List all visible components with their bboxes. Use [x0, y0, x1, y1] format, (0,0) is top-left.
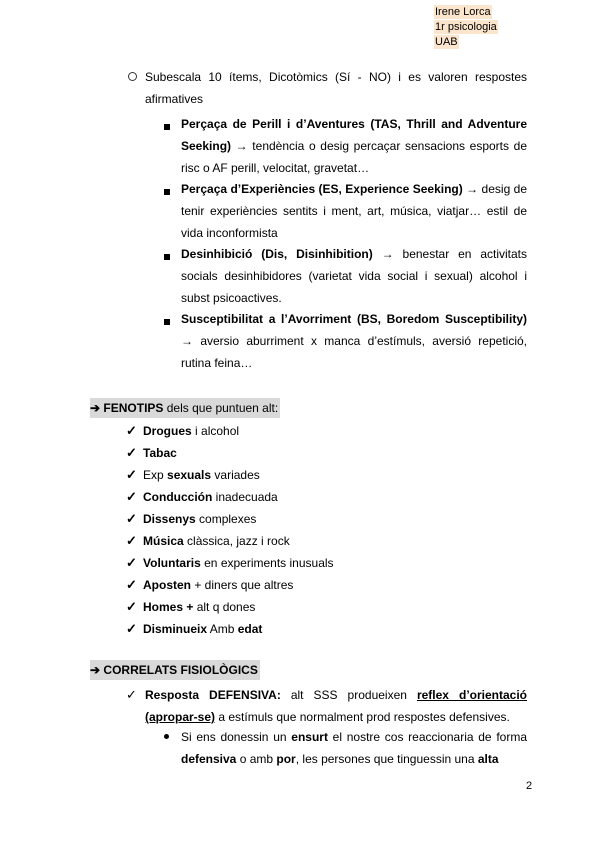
list-item: ✓ Aposten + diners que altres — [126, 574, 426, 596]
list-item: ✓ Tabac — [126, 442, 426, 464]
ensurt-paragraph: Si ens donessin un ensurt el nostre cos reaccionaria de forma defensiva o amb por, les persones que tinguessin una alta — [181, 730, 527, 766]
checkmark-icon: ✓ — [126, 423, 137, 438]
square-bullet-icon — [164, 124, 170, 130]
list-item: ✓ Dissenys complexes — [126, 508, 426, 530]
dimension-es — [181, 178, 527, 244]
list-item: ✓ Disminueix Amb edat — [126, 618, 426, 640]
checkmark-icon: ✓ — [126, 467, 137, 482]
course-label: 1r psicologia — [435, 21, 497, 33]
dot-bullet-icon — [164, 734, 169, 739]
dimension-bs — [181, 308, 527, 374]
list-item: ✓ Exp sexuals variades — [126, 464, 426, 486]
resposta-defensiva: Resposta DEFENSIVA: alt SSS produeixen reflex d’orientació (apropar-se) a estímuls que normalment prod respostes defensives. — [145, 688, 527, 724]
list-item: ✓ Homes + alt q dones — [126, 596, 426, 618]
fenotips-title: FENOTIPS — [103, 401, 164, 415]
page-number: 2 — [526, 780, 533, 792]
list-item: ✓ Drogues i alcohol — [126, 420, 426, 442]
dimension-desc: → desig de tenir experiències sentits i ment, art, música, viatjar… estil de vida inconformista — [181, 182, 527, 240]
checkmark-icon: ✓ — [126, 555, 137, 570]
dimension-desc: → aversio aburriment x manca d’estímuls, aversió repetició, rutina feina… — [181, 334, 527, 370]
fenotips-list — [126, 420, 426, 640]
square-bullet-icon — [164, 189, 170, 195]
arrow-icon: ➔ — [90, 401, 101, 415]
page-header — [434, 4, 534, 49]
dimension-title: Desinhibició (Dis, Disinhibition) — [181, 247, 373, 261]
fenotips-subtitle: dels que puntuen alt: — [163, 401, 279, 415]
list-item: ✓ Voluntaris en experiments inusuals — [126, 552, 426, 574]
square-bullet-icon — [164, 254, 170, 260]
correlats-heading — [90, 660, 260, 680]
checkmark-icon: ✓ — [126, 533, 137, 548]
list-item: ✓ Conducción inadecuada — [126, 486, 426, 508]
checkmark-icon: ✓ — [126, 621, 137, 636]
university-label: UAB — [435, 36, 458, 48]
checkmark-icon: ✓ — [126, 687, 137, 702]
dimension-tas — [181, 113, 527, 179]
author-name: Irene Lorca — [435, 6, 491, 18]
dimension-desc: → benestar en activitats socials desinhibidores (varietat vida social i sexual) alcohol i subst psicoactives. — [181, 247, 527, 305]
checkmark-icon: ✓ — [126, 577, 137, 592]
list-item: ✓ Música clàssica, jazz i rock — [126, 530, 426, 552]
checkmark-icon: ✓ — [126, 445, 137, 460]
dimension-dis — [181, 243, 527, 309]
dimension-title: Susceptibilitat a l’Avorriment (BS, Boredom Susceptibility) — [181, 312, 527, 326]
dimension-title: Perçaça de Perill i d’Aventures (TAS, Thrill and Adventure Seeking) — [181, 117, 527, 153]
checkmark-icon: ✓ — [126, 511, 137, 526]
checkmark-icon: ✓ — [126, 599, 137, 614]
checkmark-icon: ✓ — [126, 489, 137, 504]
dimension-title: Perçaça d’Experiències (ES, Experience Seeking) — [181, 182, 463, 196]
square-bullet-icon — [164, 319, 170, 325]
correlats-title: CORRELATS FISIOLÒGICS — [103, 663, 258, 677]
hollow-circle-bullet-icon — [128, 72, 137, 81]
arrow-icon: ➔ — [90, 663, 101, 677]
fenotips-heading — [90, 398, 280, 418]
subscale-text: Subescala 10 ítems, Dicotòmics (Sí - NO) i es valoren respostes afirmatives — [145, 70, 527, 106]
reflex-orientacio: reflex d’orientació (apropar-se) — [145, 688, 527, 724]
dimension-desc: → tendència o desig percaçar sensacions esports de risc o AF perill, velocitat, gravetat… — [181, 139, 527, 175]
